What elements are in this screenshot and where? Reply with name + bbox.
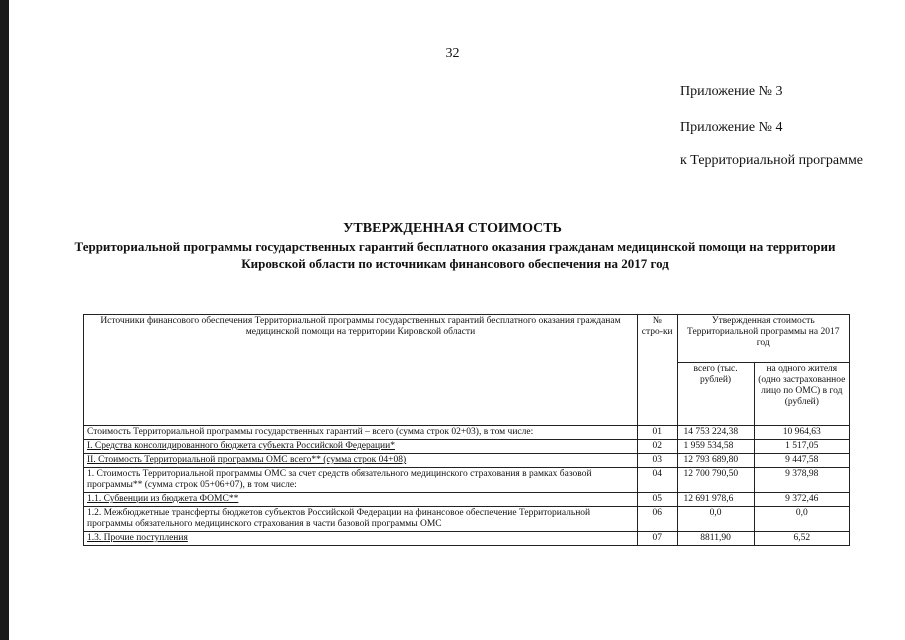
row-per-capita: 1 517,05 [754,440,849,454]
table-row [84,468,850,493]
row-label: II. Стоимость Территориальной программы ОМС всего** (сумма строк 04+08) [84,454,638,468]
annex-line-2: Приложение № 4 [680,120,783,135]
row-number: 06 [637,507,677,532]
row-total: 0,0 [677,507,754,532]
header-total: всего (тыс. рублей) [677,363,754,426]
header-row-number: № стро-ки [637,315,677,426]
row-label: 1.1. Субвенции из бюджета ФОМС** [84,493,638,507]
row-total: 1 959 534,58 [677,440,754,454]
row-label: Стоимость Территориальной программы государственных гарантий – всего (сумма строк 02+03), в том числе: [84,426,638,440]
row-total: 14 753 224,38 [677,426,754,440]
document-subtitle: Территориальной программы государственных гарантий бесплатного оказания гражданам медицинской помощи на территории Кировской области по источникам финансового обеспечения на 2017 год [74,239,836,271]
document-title: УТВЕРЖДЕННАЯ СТОИМОСТЬ [343,221,562,236]
row-per-capita: 6,52 [754,532,849,546]
row-label: 1. Стоимость Территориальной программы ОМС за счет средств обязательного медицинского страхования в рамках базовой программы** (сумма строк 05+06+07), в том числе: [84,468,638,493]
table-row [84,532,850,546]
header-approved-cost: Утвержденная стоимость Территориальной программы на 2017 год [677,315,849,363]
table-row [84,440,850,454]
row-total: 12 691 978,6 [677,493,754,507]
row-per-capita: 9 447,58 [754,454,849,468]
table-row [84,454,850,468]
table-row [84,493,850,507]
row-number: 01 [637,426,677,440]
table-row [84,507,850,532]
header-per-capita: на одного жителя (одно застрахованное лицо по ОМС) в год (рублей) [754,363,849,426]
annex-line-3: к Территориальной программе [680,153,864,168]
row-per-capita: 10 964,63 [754,426,849,440]
row-per-capita: 9 372,46 [754,493,849,507]
annex-line-1: Приложение № 3 [680,84,783,99]
row-label: 1.3. Прочие поступления [84,532,638,546]
row-label: I. Средства консолидированного бюджета субъекта Российской Федерации* [84,440,638,454]
row-total: 12 793 689,80 [677,454,754,468]
row-number: 05 [637,493,677,507]
row-number: 02 [637,440,677,454]
header-source: Источники финансового обеспечения Территориальной программы государственных гарантий бесплатного оказания гражданам медицинской помощи на территории Кировской области [84,315,638,426]
row-total: 12 700 790,50 [677,468,754,493]
row-number: 07 [637,532,677,546]
row-per-capita: 9 378,98 [754,468,849,493]
row-number: 04 [637,468,677,493]
page-number: 32 [445,46,460,61]
table-header-row [84,315,850,363]
row-label: 1.2. Межбюджетные трансферты бюджетов субъектов Российской Федерации на финансовое обеспечение Территориальной программы обязательного медицинского страхования в части базовой программы ОМС [84,507,638,532]
row-number: 03 [637,454,677,468]
row-per-capita: 0,0 [754,507,849,532]
scan-edge [0,0,9,640]
cost-table [83,314,850,546]
table-row [84,426,850,440]
row-total: 8811,90 [677,532,754,546]
